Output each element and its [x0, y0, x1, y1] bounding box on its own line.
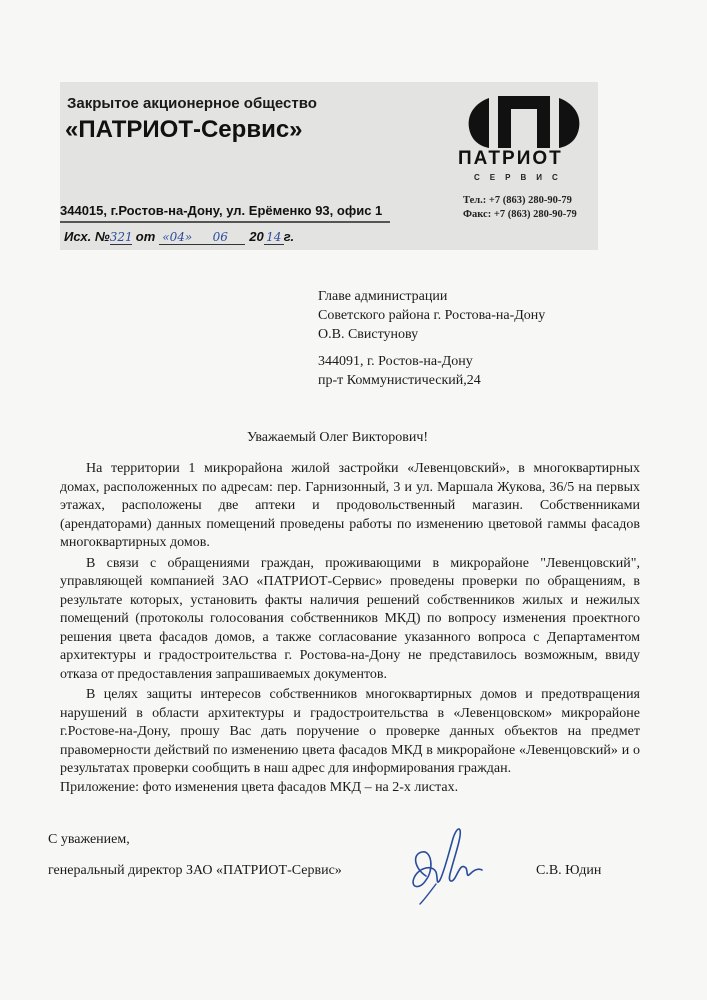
org-type: Закрытое акционерное общество: [67, 95, 317, 112]
org-name: «ПАТРИОТ-Сервис»: [65, 116, 303, 143]
recipient-line: Советского района г. Ростова-на-Дону: [318, 308, 546, 323]
outgoing-from: от: [135, 229, 156, 244]
recipient-address-line: пр-т Коммунистический,24: [318, 373, 481, 388]
recipient-line: Главе администрации: [318, 289, 448, 304]
paragraph: В связи с обращениями граждан, проживающими в микрорайоне "Левенцовский", управляющей компанией ЗАО «ПАТРИОТ-Сервис» проведены проверки по обращениям, в результате которых, установить факты наличия решений собственников жилых и нежилых помещений (протоколы голосования собственников МКД) по вопросу изменения проектного решения цвета фасадов домов, а также согласование указанного вопроса с Департаментом архитектуры и градостроительства г. Ростова-на-Дону не представилось возможным, ввиду отказа от предоставления запрашиваемых документов.: [60, 555, 640, 682]
signature: [396, 818, 492, 906]
outgoing-day: «04»: [159, 230, 195, 245]
letterhead: [60, 82, 598, 250]
letter-body: [60, 460, 640, 781]
outgoing-number-line: [64, 229, 294, 245]
closing-regards: С уважением,: [48, 832, 130, 847]
attachment-note: Приложение: фото изменения цвета фасадов МКД – на 2-х листах.: [60, 780, 459, 795]
brand-sub: СЕРВИС: [474, 173, 568, 182]
outgoing-month: 06: [195, 230, 245, 245]
company-address: 344015, г.Ростов-на-Дону, ул. Ерёменко 93, офис 1: [60, 203, 383, 218]
paragraph: В целях защиты интересов собственников многоквартирных домов и предотвращения нарушений в области архитектуры и градостроительства в «Левенцовском» микрорайоне г.Ростове-на-Дону, прошу Вас дать поручение о проверке данных объектов на предмет правомерности действий по изменению цвета фасадов МКД в микрорайоне «Левенцовский» и о результатах проверки сообщить в наш адрес для информирования граждан.: [60, 687, 640, 776]
recipient-address-line: 344091, г. Ростов-на-Дону: [318, 354, 473, 369]
phone: Тел.: +7 (863) 280-90-79: [463, 195, 572, 206]
recipient-address: [318, 352, 481, 390]
outgoing-year-prefix: 20: [249, 229, 264, 244]
salutation: Уважаемый Олег Викторович!: [247, 430, 429, 445]
recipient-block: [318, 287, 545, 344]
fax: Факс: +7 (863) 280-90-79: [463, 209, 577, 220]
address-rule: [60, 221, 390, 223]
brand-name: ПАТРИОТ: [458, 148, 563, 169]
outgoing-year-suffix: 14: [264, 230, 284, 245]
recipient-name: О.В. Свистунову: [318, 327, 419, 342]
outgoing-year-end: г.: [283, 229, 295, 244]
signer-name: С.В. Юдин: [536, 863, 602, 878]
signer-position: генеральный директор ЗАО «ПАТРИОТ-Сервис»: [48, 863, 342, 878]
paragraph: На территории 1 микрорайона жилой застройки «Левенцовский», в многоквартирных домах, расположенных по адресам: пер. Гарнизонный, 3 и ул. Маршала Жукова, 36/5 на первых этажах, расположены две аптеки и продовольственный магазин. Собственниками (арендаторами) данных помещений проведены работы по изменению цветовой гаммы фасадов многоквартирных домов.: [60, 461, 640, 550]
outgoing-number: 321: [109, 230, 133, 244]
outgoing-prefix: Исх. №: [64, 229, 110, 244]
